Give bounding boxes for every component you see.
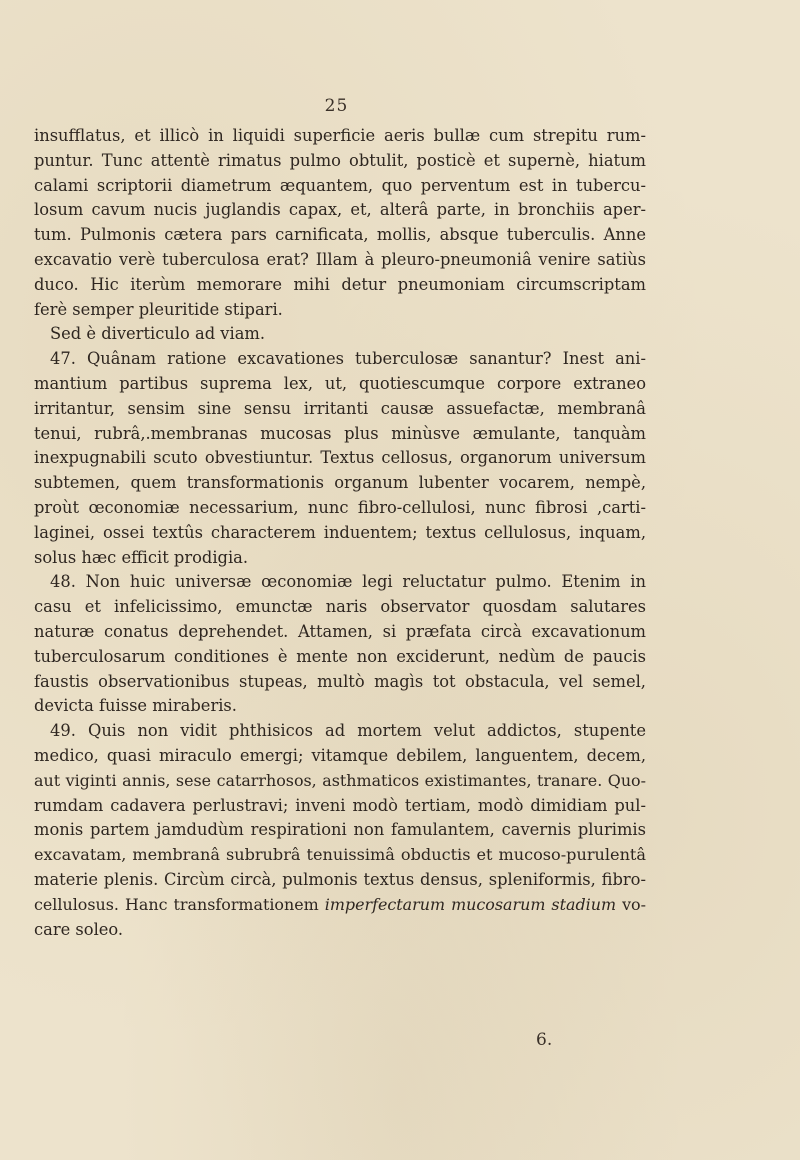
text-line xyxy=(34,471,646,496)
text-line xyxy=(34,818,646,843)
line-text: mantium partibus suprema lex, ut, quotiescumque corpore extraneo xyxy=(34,373,646,393)
text-line xyxy=(34,893,646,918)
text-line xyxy=(34,446,646,471)
line-text: 49. Quis non vidit phthisicos ad mortem velut addictos, stupente xyxy=(50,721,646,741)
line-text: cellulosus. Hanc transformationem xyxy=(34,894,319,914)
text-line xyxy=(34,719,646,744)
signature-mark: 6. xyxy=(536,1030,553,1050)
text-line xyxy=(34,223,646,248)
line-text-after: vo- xyxy=(622,894,646,914)
line-text: tuberculosarum conditiones è mente non exciderunt, nedùm de paucis xyxy=(34,646,646,666)
text-line xyxy=(34,843,646,868)
line-text: inexpugnabili scuto obvestiuntur. Textus cellosus, organorum universum xyxy=(34,448,646,468)
text-line xyxy=(34,670,646,695)
text-line xyxy=(34,595,646,620)
line-text: irritantur, sensim sine sensu irritanti causæ assuefactæ, membranâ xyxy=(34,398,646,418)
line-text: devicta fuisse miraberis. xyxy=(34,696,237,716)
line-text: subtemen, quem transformationis organum lubenter vocarem, nempè, xyxy=(34,473,646,493)
line-text: puntur. Tunc attentè rimatus pulmo obtulit, posticè et supernè, hiatum xyxy=(34,150,646,170)
line-text: tenui, rubrâ,.membranas mucosas plus minùsve æmulante, tanquàm xyxy=(34,423,646,443)
text-line xyxy=(34,347,646,372)
page-number: 25 xyxy=(324,96,349,116)
line-text: aut viginti annis, sese catarrhosos, asthmaticos existimantes, tranare. Quo- xyxy=(34,770,646,790)
line-text: excavatam, membranâ subrubrâ tenuissimâ obductis et mucoso-purulentâ xyxy=(34,845,646,865)
line-text: rumdam cadavera perlustravi; inveni modò tertiam, modò dimidiam pul- xyxy=(34,795,646,815)
italic-term: imperfectarum mucosarum stadium xyxy=(324,894,617,914)
line-text: materie plenis. Circùm circà, pulmonis textus densus, spleniformis, fibro- xyxy=(34,869,646,889)
text-line xyxy=(34,198,646,223)
text-line xyxy=(34,521,646,546)
text-line xyxy=(34,868,646,893)
line-text: duco. Hic iterùm memorare mihi detur pneumoniam circumscriptam xyxy=(34,274,646,294)
text-line xyxy=(34,372,646,397)
body-text xyxy=(34,124,646,942)
text-line xyxy=(34,174,646,199)
text-line xyxy=(34,546,646,571)
line-text: laginei, ossei textûs characterem induentem; textus cellulosus, inquam, xyxy=(34,522,646,542)
line-text: medico, quasi miraculo emergi; vitamque debilem, languentem, decem, xyxy=(34,745,646,765)
text-line xyxy=(34,273,646,298)
line-text: tum. Pulmonis cætera pars carnificata, mollis, absque tuberculis. Anne xyxy=(34,225,646,245)
text-line xyxy=(34,694,646,719)
line-text: faustis observationibus stupeas, multò magìs tot obstacula, vel semel, xyxy=(34,671,646,691)
text-line xyxy=(34,645,646,670)
line-text: 48. Non huic universæ œconomiæ legi reluctatur pulmo. Etenim in xyxy=(50,572,646,592)
text-line xyxy=(34,496,646,521)
text-line xyxy=(34,794,646,819)
text-line xyxy=(34,124,646,149)
text-line xyxy=(34,422,646,447)
text-line xyxy=(34,298,646,323)
text-line xyxy=(34,248,646,273)
text-line xyxy=(34,149,646,174)
text-line xyxy=(34,397,646,422)
line-text: naturæ conatus deprehendet. Attamen, si præfata circà excavationum xyxy=(34,621,646,641)
line-text: 47. Quânam ratione excavationes tuberculosæ sanantur? Inest ani- xyxy=(50,349,646,369)
text-line xyxy=(34,744,646,769)
text-line xyxy=(34,322,646,347)
line-text: insufflatus, et illicò in liquidi superficie aeris bullæ cum strepitu rum- xyxy=(34,126,646,145)
line-text: calami scriptorii diametrum æquantem, quo perventum est in tubercu- xyxy=(34,175,646,195)
line-text: solus hæc efficit prodigia. xyxy=(34,547,249,567)
line-text: excavatio verè tuberculosa erat? Illam à pleuro-pneumoniâ venire satiùs xyxy=(34,249,646,269)
line-text: care soleo. xyxy=(34,919,124,939)
text-line xyxy=(34,620,646,645)
line-text: Sed è diverticulo ad viam. xyxy=(50,324,266,344)
text-line xyxy=(34,918,646,943)
line-text: losum cavum nucis juglandis capax, et, alterâ parte, in bronchiis aper- xyxy=(34,200,646,220)
line-text: casu et infelicissimo, emunctæ naris observator quosdam salutares xyxy=(34,597,646,617)
text-line xyxy=(34,570,646,595)
line-text: proùt œconomiæ necessarium, nunc fibro-cellulosi, nunc fibrosi ,carti- xyxy=(34,497,646,517)
text-line xyxy=(34,769,646,794)
line-text: monis partem jamdudùm respirationi non famulantem, cavernis plurimis xyxy=(34,820,646,840)
line-text: ferè semper pleuritide stipari. xyxy=(34,299,283,319)
